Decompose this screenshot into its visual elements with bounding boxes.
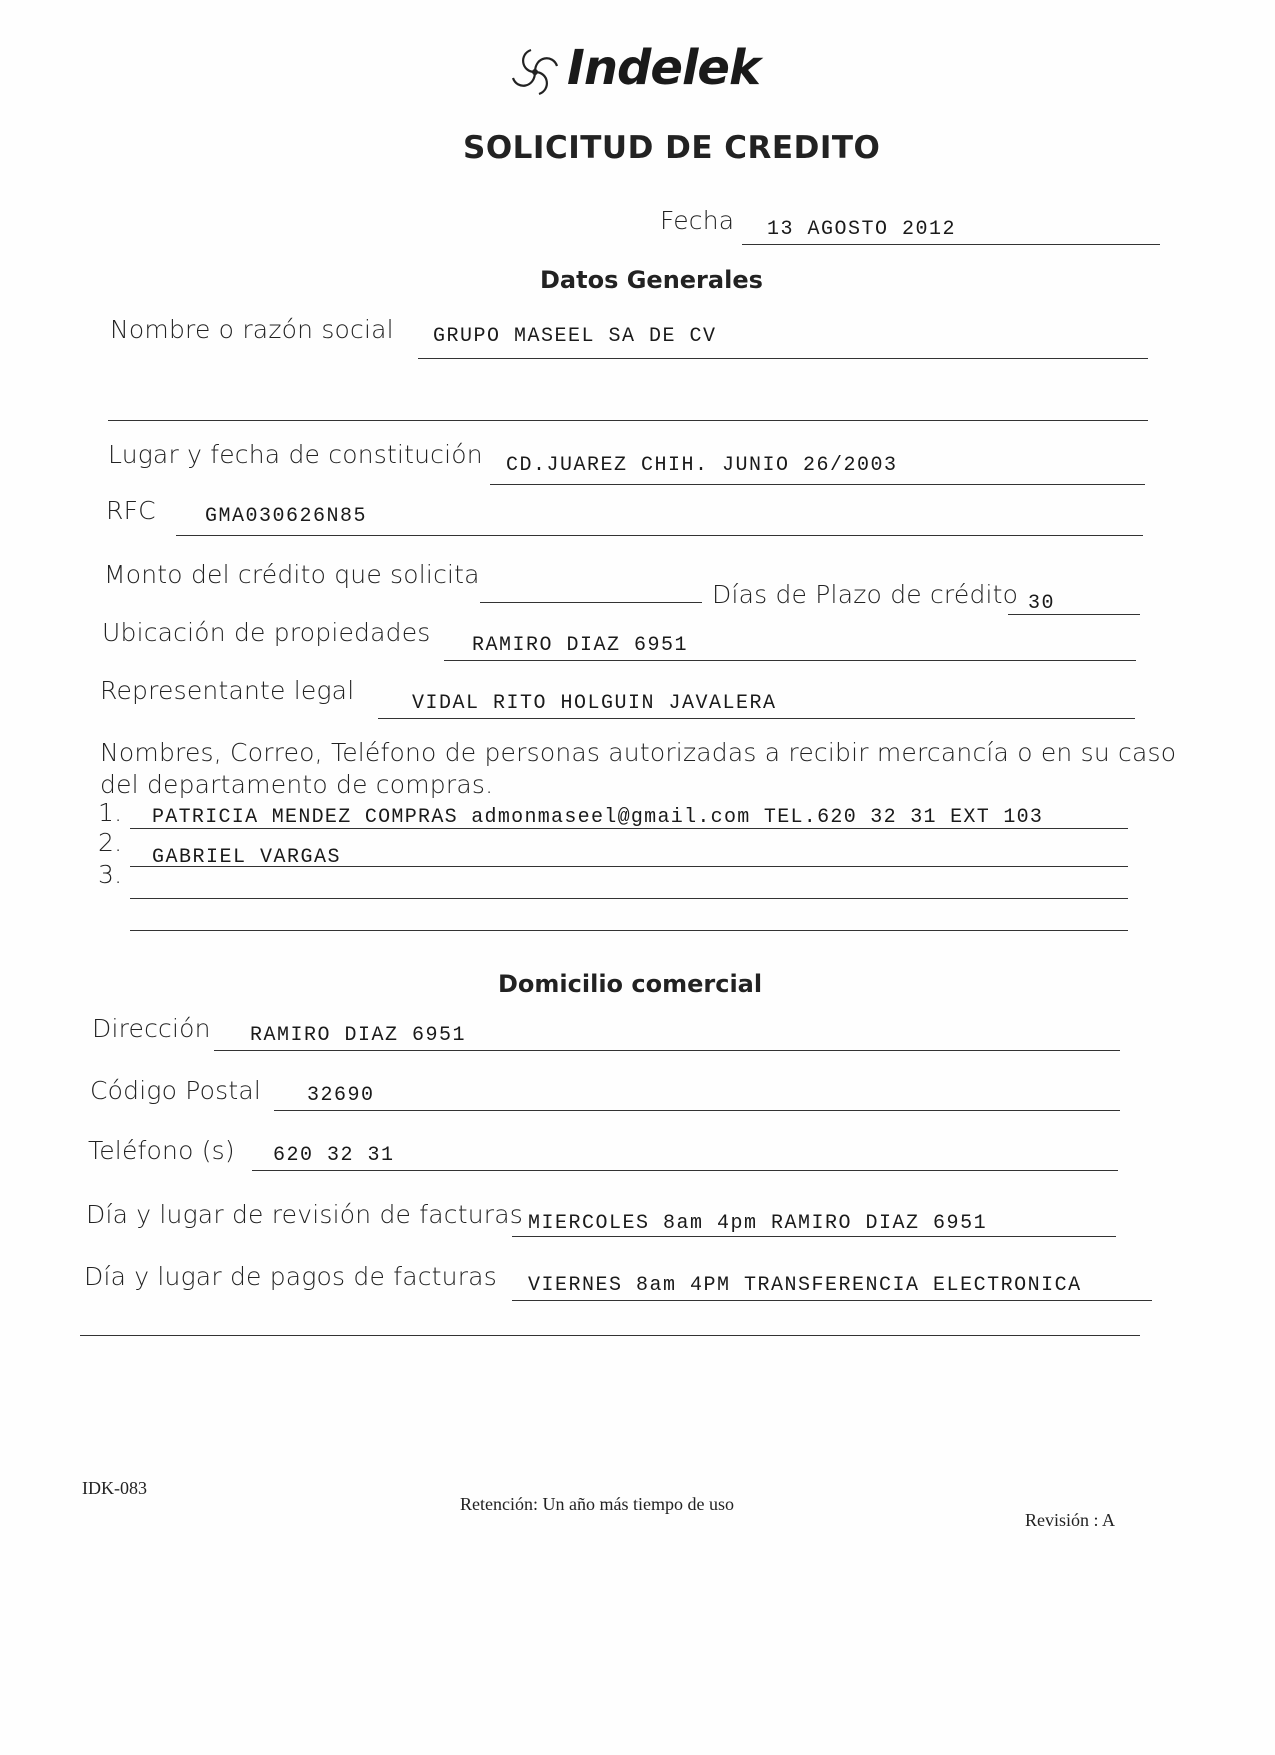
fecha-label: Fecha	[660, 206, 735, 235]
autorizado-num-1: 1.	[98, 798, 123, 827]
autorizado-num-3: 3.	[98, 860, 123, 889]
nombre-label: Nombre o razón social	[110, 315, 394, 344]
direccion-value[interactable]: RAMIRO DIAZ 6951	[250, 1024, 467, 1047]
lugar-fecha-value[interactable]: CD.JUAREZ CHIH. JUNIO 26/2003	[506, 454, 898, 477]
indelek-logo	[505, 38, 775, 110]
ubicacion-label: Ubicación de propiedades	[102, 618, 431, 647]
revision-facturas-label: Día y lugar de revisión de facturas	[86, 1200, 523, 1229]
revision-facturas-value[interactable]: MIERCOLES 8am 4pm RAMIRO DIAZ 6951	[528, 1212, 988, 1235]
fecha-value[interactable]: 13 AGOSTO 2012	[767, 218, 957, 241]
lugar-fecha-label: Lugar y fecha de constitución	[108, 440, 483, 469]
nombre-value[interactable]: GRUPO MASEEL SA DE CV	[433, 325, 717, 348]
rfc-value[interactable]: GMA030626N85	[205, 505, 368, 528]
direccion-label: Dirección	[92, 1014, 211, 1043]
swirl-logo-icon	[505, 42, 565, 102]
monto-label: Monto del crédito que solicita	[104, 560, 480, 589]
form-code: IDK-083	[82, 1478, 147, 1498]
representante-label: Representante legal	[100, 676, 355, 705]
ubicacion-value[interactable]: RAMIRO DIAZ 6951	[472, 634, 689, 657]
datos-generales-heading: Datos Generales	[540, 266, 763, 294]
representante-value[interactable]: VIDAL RITO HOLGUIN JAVALERA	[412, 692, 777, 715]
autorizado-value-2[interactable]: GABRIEL VARGAS	[152, 846, 342, 869]
dias-plazo-value[interactable]: 30	[1028, 592, 1056, 615]
dias-plazo-label: Días de Plazo de crédito	[712, 580, 1019, 609]
telefono-label: Teléfono (s)	[88, 1136, 235, 1165]
pagos-facturas-value[interactable]: VIERNES 8am 4PM TRANSFERENCIA ELECTRONICA	[528, 1274, 1082, 1297]
pagos-facturas-label: Día y lugar de pagos de facturas	[84, 1262, 497, 1291]
retencion-note: Retención: Un año más tiempo de uso	[460, 1494, 734, 1514]
logo-text: Indelek	[567, 40, 760, 96]
autorizados-text-1: Nombres, Correo, Teléfono de personas autorizadas a recibir mercancía o en su caso	[100, 738, 1177, 767]
revision-note: Revisión : A	[1025, 1510, 1116, 1530]
autorizados-text-2: del departamento de compras.	[100, 770, 494, 799]
codigo-postal-label: Código Postal	[90, 1076, 261, 1105]
domicilio-heading: Domicilio comercial	[498, 970, 763, 998]
telefono-value[interactable]: 620 32 31	[273, 1144, 395, 1167]
page-title: SOLICITUD DE CREDITO	[463, 130, 881, 166]
rfc-label: RFC	[106, 496, 156, 525]
codigo-postal-value[interactable]: 32690	[307, 1084, 375, 1107]
autorizado-num-2: 2.	[98, 828, 123, 857]
autorizado-value-1[interactable]: PATRICIA MENDEZ COMPRAS admonmaseel@gmail.com TEL.620 32 31 EXT 103	[152, 806, 1044, 829]
